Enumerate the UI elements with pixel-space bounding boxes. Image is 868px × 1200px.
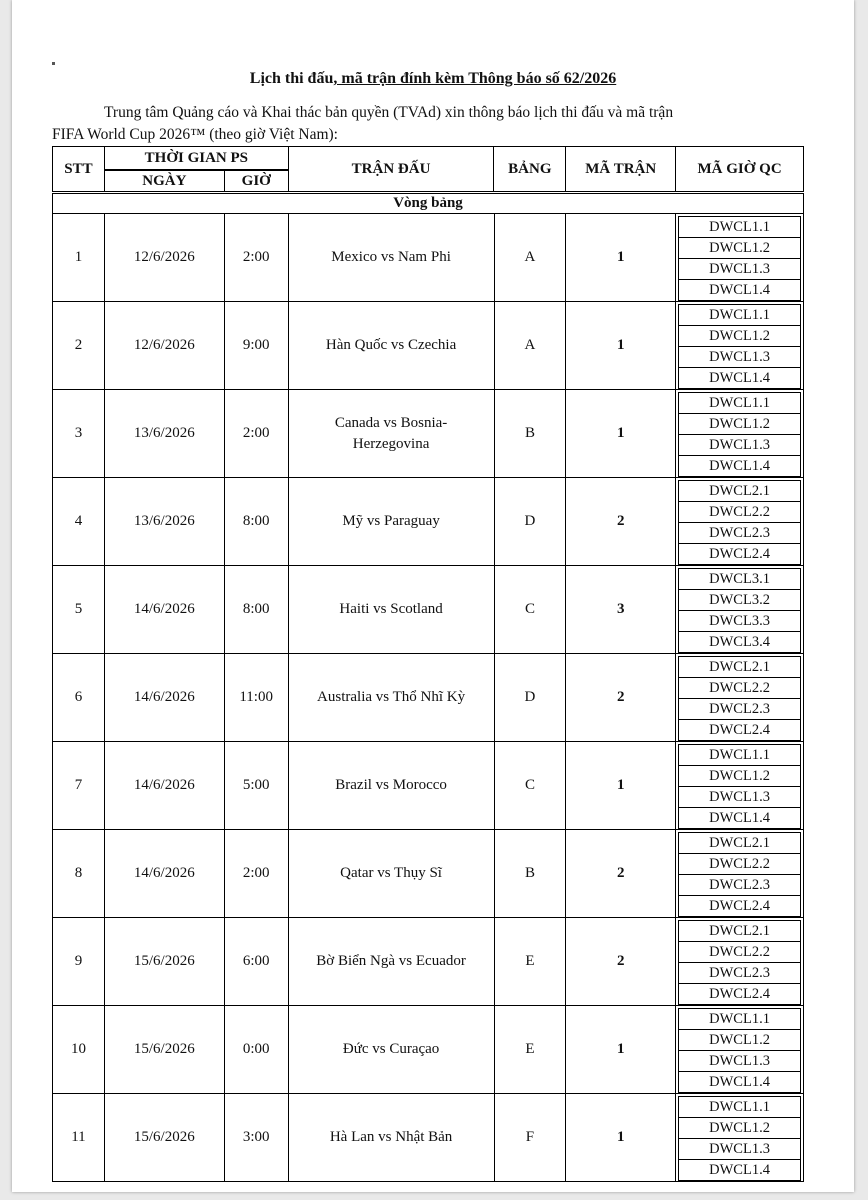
row-time: 8:00 (224, 566, 288, 654)
ad-code: DWCL2.4 (679, 984, 801, 1005)
ad-code: DWCL2.4 (679, 544, 801, 565)
ad-code: DWCL2.2 (679, 678, 801, 699)
row-group: F (494, 1094, 566, 1182)
ad-code: DWCL1.3 (679, 1051, 801, 1072)
row-match-code: 3 (566, 566, 676, 654)
ad-code: DWCL2.4 (679, 896, 801, 917)
row-match-code: 1 (566, 214, 676, 302)
row-match-code: 1 (566, 1094, 676, 1182)
row-time: 3:00 (224, 1094, 288, 1182)
ad-code-list (678, 480, 801, 565)
row-match-text: Canada vs Bosnia-Herzegovina (334, 414, 448, 452)
table-row (53, 478, 804, 566)
ad-code: DWCL1.4 (679, 1072, 801, 1093)
row-match (288, 918, 494, 1006)
row-stt: 1 (53, 214, 105, 302)
scan-dot (52, 62, 55, 65)
row-date: 13/6/2026 (104, 478, 224, 566)
row-date: 14/6/2026 (104, 830, 224, 918)
row-match (288, 566, 494, 654)
ad-code-list (678, 656, 801, 741)
ad-code: DWCL1.2 (679, 326, 801, 347)
row-match-code: 2 (566, 830, 676, 918)
row-date: 15/6/2026 (104, 1094, 224, 1182)
ad-code: DWCL2.2 (679, 502, 801, 523)
ad-code: DWCL1.4 (679, 280, 801, 301)
ad-code: DWCL1.1 (679, 305, 801, 326)
row-match-code: 1 (566, 1006, 676, 1094)
ad-code: DWCL2.4 (679, 720, 801, 741)
table-row (53, 566, 804, 654)
header-stt: STT (53, 147, 105, 192)
stage-label: Vòng bảng (53, 194, 804, 214)
row-match (288, 654, 494, 742)
row-match (288, 214, 494, 302)
row-match-text: Qatar vs Thụy Sĩ (340, 865, 442, 881)
row-group: B (494, 390, 566, 478)
ad-code: DWCL2.3 (679, 963, 801, 984)
row-time: 9:00 (224, 302, 288, 390)
row-stt: 9 (53, 918, 105, 1006)
row-stt: 2 (53, 302, 105, 390)
ad-code: DWCL2.2 (679, 942, 801, 963)
table-row (53, 1094, 804, 1182)
ad-code: DWCL1.1 (679, 393, 801, 414)
intro-line-1: Trung tâm Quảng cáo và Khai thác bản quyền (TVAd) xin thông báo lịch thi đấu và mã trận (104, 104, 674, 121)
row-match (288, 302, 494, 390)
ad-code: DWCL1.3 (679, 787, 801, 808)
ad-code: DWCL1.1 (679, 1009, 801, 1030)
row-ad-codes (676, 478, 804, 566)
ad-code-list (678, 920, 801, 1005)
row-match-text: Haiti vs Scotland (339, 601, 443, 617)
row-ad-codes (676, 1006, 804, 1094)
row-match (288, 742, 494, 830)
row-match-code: 2 (566, 478, 676, 566)
header-match: TRẬN ĐẤU (288, 147, 494, 192)
ad-code: DWCL2.1 (679, 657, 801, 678)
row-match-text: Hàn Quốc vs Czechia (325, 337, 457, 353)
ad-code-list (678, 1096, 801, 1181)
ad-code: DWCL2.2 (679, 854, 801, 875)
schedule-header (52, 146, 804, 192)
table-row (53, 830, 804, 918)
header-time-group: THỜI GIAN PS (104, 147, 288, 171)
table-row (53, 918, 804, 1006)
ad-code: DWCL1.2 (679, 1118, 801, 1139)
row-date: 14/6/2026 (104, 654, 224, 742)
header-ad-code: MÃ GIỜ QC (676, 147, 804, 192)
row-time: 0:00 (224, 1006, 288, 1094)
row-match-code: 1 (566, 302, 676, 390)
ad-code: DWCL1.2 (679, 766, 801, 787)
ad-code: DWCL1.1 (679, 745, 801, 766)
row-time: 2:00 (224, 214, 288, 302)
row-stt: 8 (53, 830, 105, 918)
row-time: 2:00 (224, 390, 288, 478)
row-ad-codes (676, 830, 804, 918)
ad-code-list (678, 568, 801, 653)
ad-code: DWCL1.2 (679, 414, 801, 435)
row-date: 12/6/2026 (104, 214, 224, 302)
row-stt: 10 (53, 1006, 105, 1094)
ad-code: DWCL2.3 (679, 523, 801, 544)
ad-code: DWCL3.2 (679, 590, 801, 611)
ad-code: DWCL1.4 (679, 1160, 801, 1181)
row-stt: 11 (53, 1094, 105, 1182)
ad-code-list (678, 1008, 801, 1093)
row-date: 15/6/2026 (104, 918, 224, 1006)
row-ad-codes (676, 1094, 804, 1182)
row-time: 2:00 (224, 830, 288, 918)
row-group: B (494, 830, 566, 918)
row-match (288, 830, 494, 918)
ad-code: DWCL1.1 (679, 217, 801, 238)
ad-code: DWCL2.3 (679, 699, 801, 720)
row-match-text: Hà Lan vs Nhật Bản (329, 1129, 453, 1145)
ad-code: DWCL1.2 (679, 1030, 801, 1051)
row-group: E (494, 1006, 566, 1094)
row-match-text: Đức vs Curaçao (342, 1041, 440, 1057)
row-stt: 7 (53, 742, 105, 830)
row-group: D (494, 654, 566, 742)
row-ad-codes (676, 302, 804, 390)
ad-code: DWCL3.4 (679, 632, 801, 653)
header-match-code: MÃ TRẬN (566, 147, 676, 192)
ad-code: DWCL1.4 (679, 808, 801, 829)
ad-code: DWCL1.4 (679, 456, 801, 477)
row-ad-codes (676, 742, 804, 830)
row-time: 8:00 (224, 478, 288, 566)
row-group: E (494, 918, 566, 1006)
row-match (288, 1094, 494, 1182)
row-ad-codes (676, 918, 804, 1006)
row-group: D (494, 478, 566, 566)
row-stt: 6 (53, 654, 105, 742)
row-time: 6:00 (224, 918, 288, 1006)
table-row (53, 214, 804, 302)
row-match-text: Bờ Biển Ngà vs Ecuador (316, 953, 466, 969)
ad-code: DWCL2.1 (679, 481, 801, 502)
ad-code-list (678, 392, 801, 477)
row-ad-codes (676, 654, 804, 742)
ad-code: DWCL1.3 (679, 1139, 801, 1160)
row-match-text: Mexico vs Nam Phi (331, 249, 451, 265)
intro-line-2: FIFA World Cup 2026™ (theo giờ Việt Nam): (52, 126, 338, 143)
row-match-text: Mỹ vs Paraguay (342, 513, 440, 529)
ad-code-list (678, 832, 801, 917)
title-part1: Lịch thi đấu (249, 70, 334, 87)
ad-code: DWCL2.1 (679, 833, 801, 854)
table-row (53, 742, 804, 830)
row-match (288, 390, 494, 478)
row-group: A (494, 302, 566, 390)
header-hour: GIỜ (224, 170, 288, 192)
ad-code: DWCL3.3 (679, 611, 801, 632)
document-title (12, 70, 854, 88)
title-part2: , mã trận đính kèm Thông báo số 62/2026 (333, 70, 617, 87)
ad-code-list (678, 304, 801, 389)
ad-code: DWCL1.1 (679, 1097, 801, 1118)
row-group: A (494, 214, 566, 302)
row-stt: 4 (53, 478, 105, 566)
row-match-text: Australia vs Thổ Nhĩ Kỳ (317, 689, 466, 705)
row-date: 15/6/2026 (104, 1006, 224, 1094)
row-match (288, 478, 494, 566)
table-row (53, 1006, 804, 1094)
ad-code-list (678, 216, 801, 301)
row-match-code: 1 (566, 390, 676, 478)
ad-code: DWCL2.3 (679, 875, 801, 896)
table-row (53, 654, 804, 742)
ad-code: DWCL1.3 (679, 259, 801, 280)
row-stt: 3 (53, 390, 105, 478)
ad-code: DWCL1.2 (679, 238, 801, 259)
row-time: 11:00 (224, 654, 288, 742)
row-group: C (494, 742, 566, 830)
ad-code: DWCL3.1 (679, 569, 801, 590)
row-match-code: 2 (566, 918, 676, 1006)
ad-code: DWCL2.1 (679, 921, 801, 942)
row-match-code: 1 (566, 742, 676, 830)
row-ad-codes (676, 566, 804, 654)
row-match-code: 2 (566, 654, 676, 742)
row-date: 14/6/2026 (104, 566, 224, 654)
table-row (53, 302, 804, 390)
ad-code-list (678, 744, 801, 829)
row-match (288, 1006, 494, 1094)
ad-code: DWCL1.3 (679, 347, 801, 368)
ad-code: DWCL1.3 (679, 435, 801, 456)
row-date: 13/6/2026 (104, 390, 224, 478)
header-date: NGÀY (104, 170, 224, 192)
row-ad-codes (676, 214, 804, 302)
ad-code: DWCL1.4 (679, 368, 801, 389)
row-date: 14/6/2026 (104, 742, 224, 830)
row-stt: 5 (53, 566, 105, 654)
row-time: 5:00 (224, 742, 288, 830)
row-date: 12/6/2026 (104, 302, 224, 390)
table-row (53, 390, 804, 478)
row-ad-codes (676, 390, 804, 478)
schedule-table (52, 193, 804, 1182)
document-page (12, 0, 854, 1192)
row-match-text: Brazil vs Morocco (335, 777, 447, 793)
row-group: C (494, 566, 566, 654)
header-group: BẢNG (494, 147, 566, 192)
